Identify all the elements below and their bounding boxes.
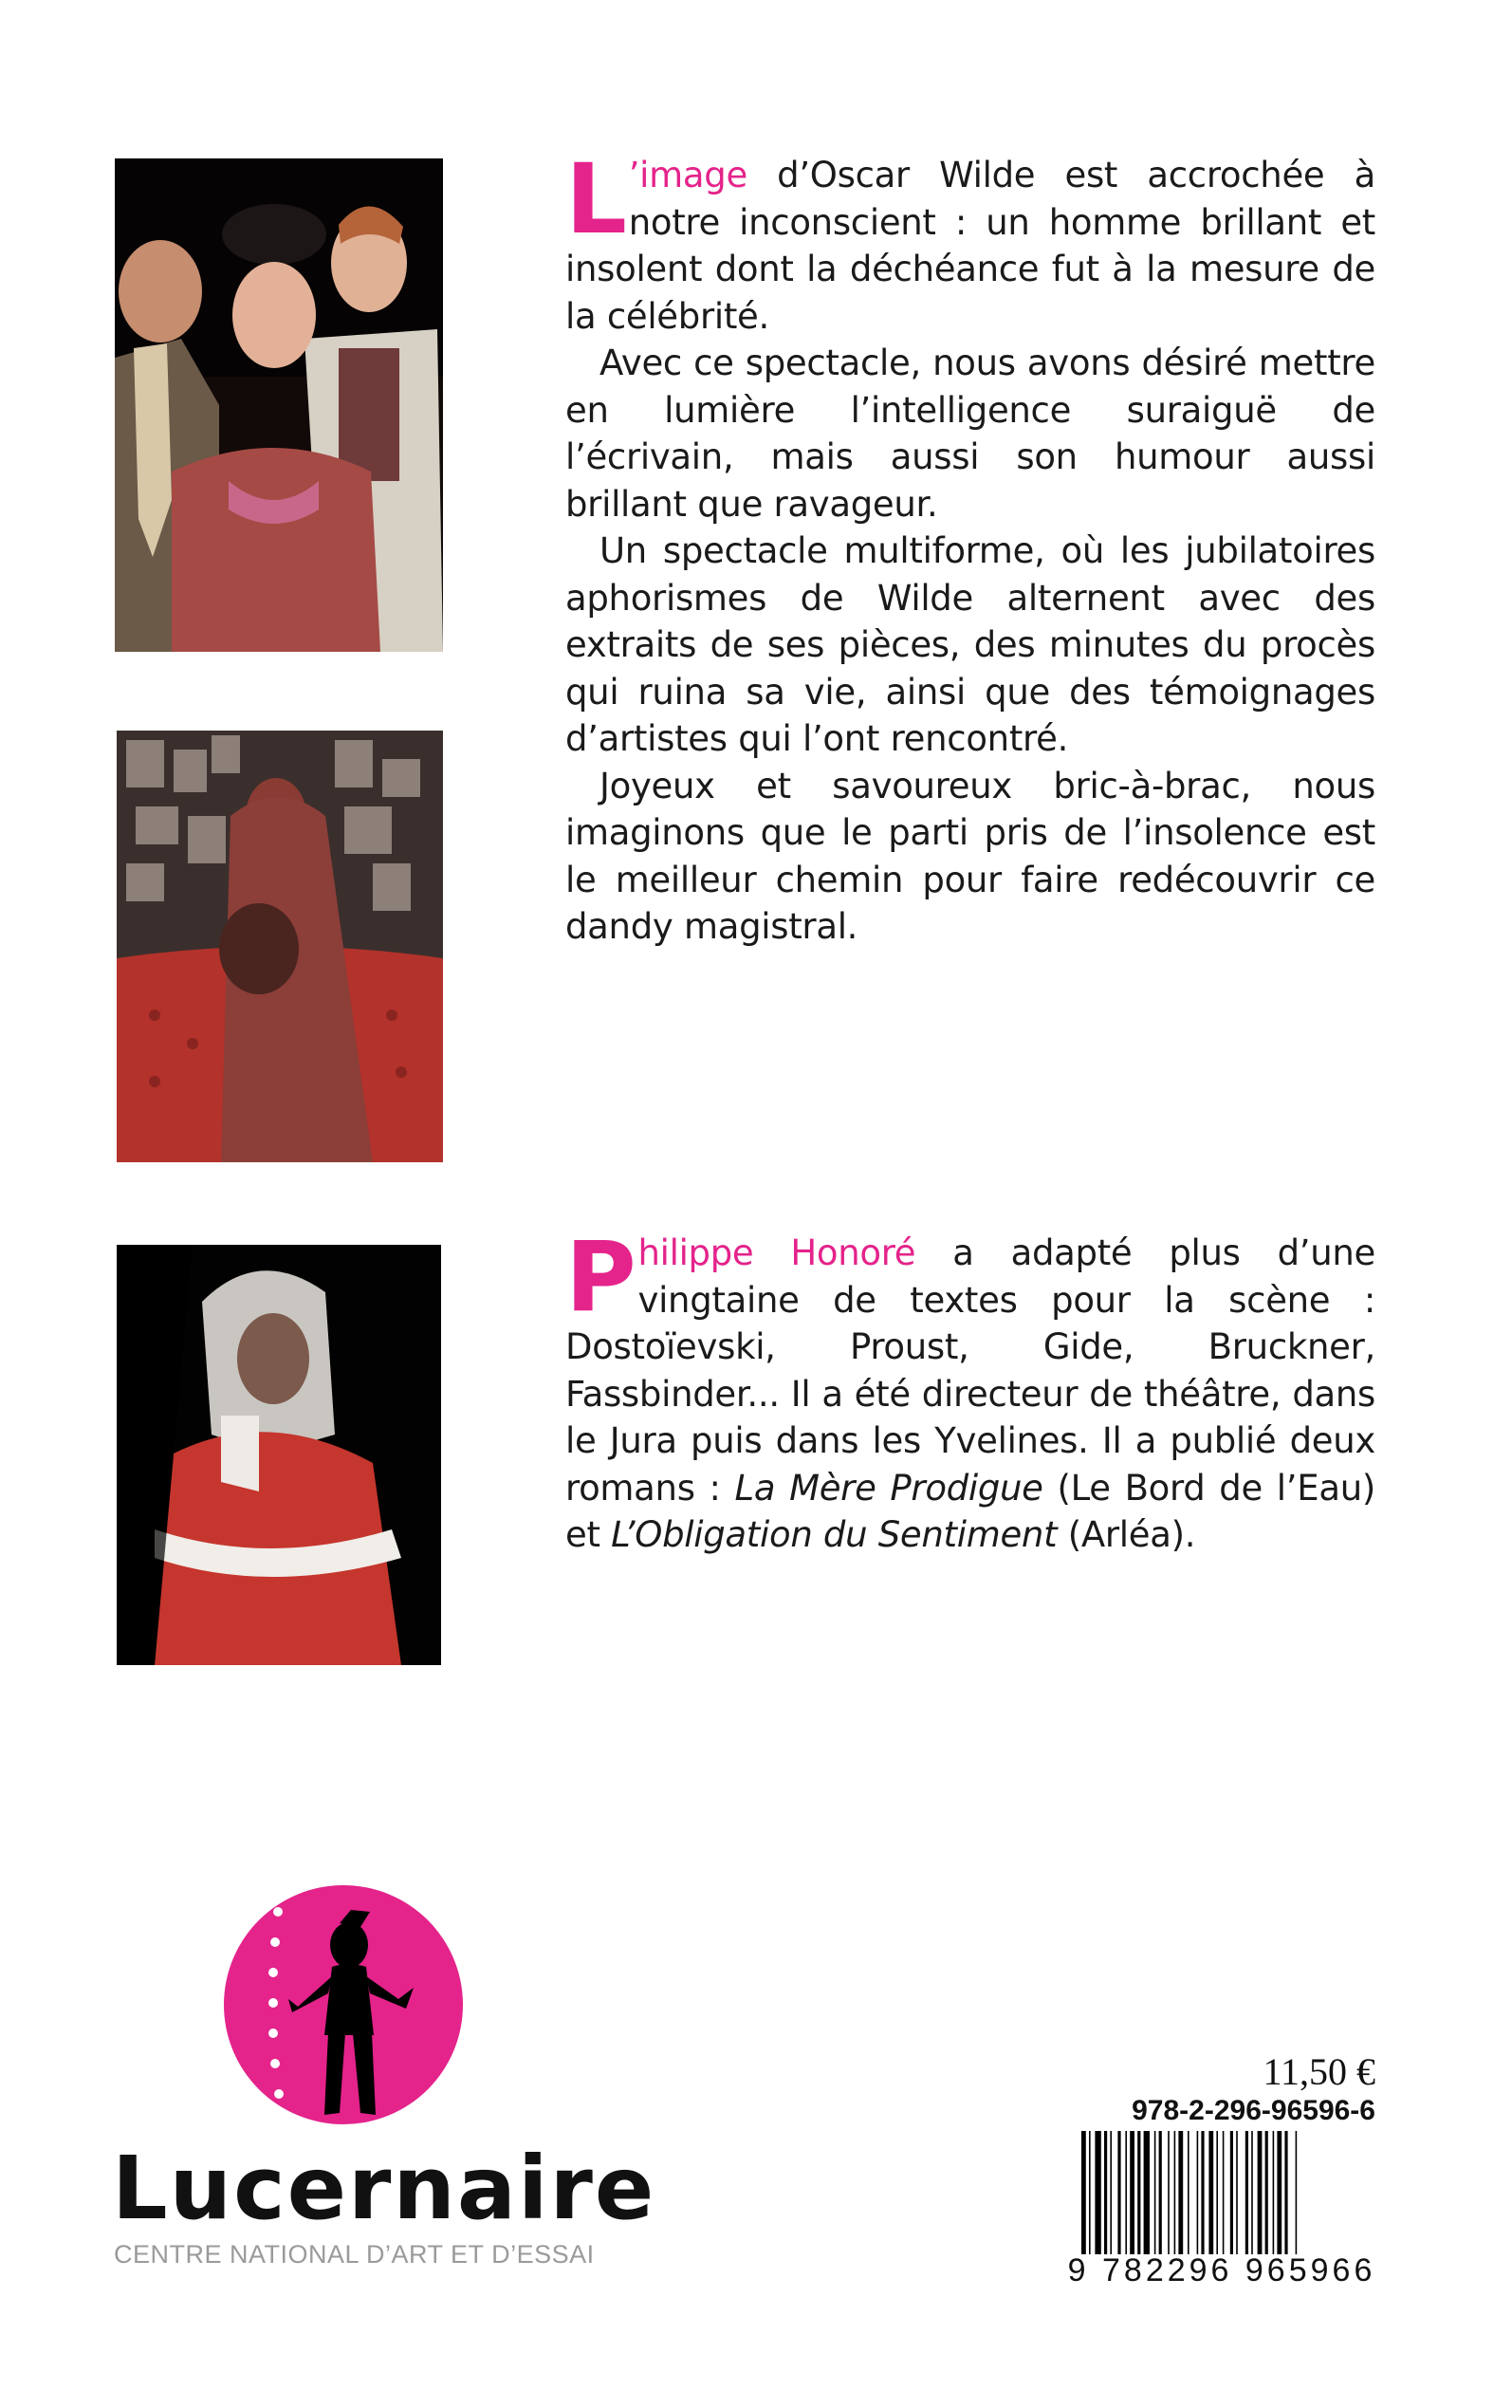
photo-woman-red-sofa (117, 731, 443, 1162)
intro-paragraph-1 (565, 143, 1375, 340)
dropcap-letter: P (565, 1221, 636, 1334)
price: 11,50 € (1263, 2050, 1375, 2093)
intro-paragraph-3: Un spectacle multiforme, où les jubilatoires aphorismes de Wilde alternent avec des extraits de ses pièces, des minutes du procès qui ruina sa vie, ainsi que des témoignages d’artistes qui l’ont rencontré. (565, 530, 1375, 759)
intro-paragraph-4: Joyeux et savoureux bric-à-brac, nous imaginons que le parti pris de l’insolence est le meilleur chemin pour faire redécouvrir ce dandy magistral. (565, 765, 1375, 947)
author-bio (565, 1221, 1376, 1559)
barcode-icon (1081, 2131, 1375, 2254)
bio-text-1: a adapté plus d’une vingtaine de textes pour la scène : Dostoïevski, Proust, Gide, Bruckner, Fassbinder... Il a été directeur de théâtre, dans le Jura puis dans les Yvelines. Il a publié deux romans : (565, 1232, 1376, 1509)
lucernaire-logo (112, 1874, 656, 2272)
intro-text (565, 143, 1375, 951)
bio-text-2: (Le Bord de l’Eau) et (565, 1467, 1375, 1555)
isbn: 978-2-296-96596-6 (1132, 2095, 1375, 2126)
photo-judge-red-robe (117, 1245, 441, 1665)
intro-p1-text: d’Oscar Wilde est accrochée à notre inconscient : un homme brillant et insolent dont la déchéance fut à la mesure de la célébrité. (565, 155, 1375, 337)
intro-paragraph-2: Avec ce spectacle, nous avons désiré mettre en lumière l’intelligence suraiguë de l’écrivain, mais aussi son humour aussi brillant que ravageur. (565, 343, 1375, 525)
dropcap-letter: L (565, 143, 627, 256)
author-name: hilippe Honoré (637, 1232, 916, 1273)
logo-subtitle: CENTRE NATIONAL D’ART ET D’ESSAI (114, 2240, 595, 2269)
bio-text-3: (Arléa). (1057, 1514, 1196, 1555)
book-title-1: La Mère Prodigue (734, 1467, 1043, 1509)
photo-three-actors (115, 158, 443, 652)
bio-paragraph (565, 1221, 1376, 1559)
book-title-2: L’Obligation du Sentiment (611, 1514, 1058, 1555)
barcode-digits: 9 782296 965966 (1067, 2252, 1376, 2288)
jester-silhouette-icon (112, 1874, 586, 2149)
intro-lead: ’image (628, 155, 747, 195)
logo-wordmark: Lucernaire (112, 2138, 656, 2239)
